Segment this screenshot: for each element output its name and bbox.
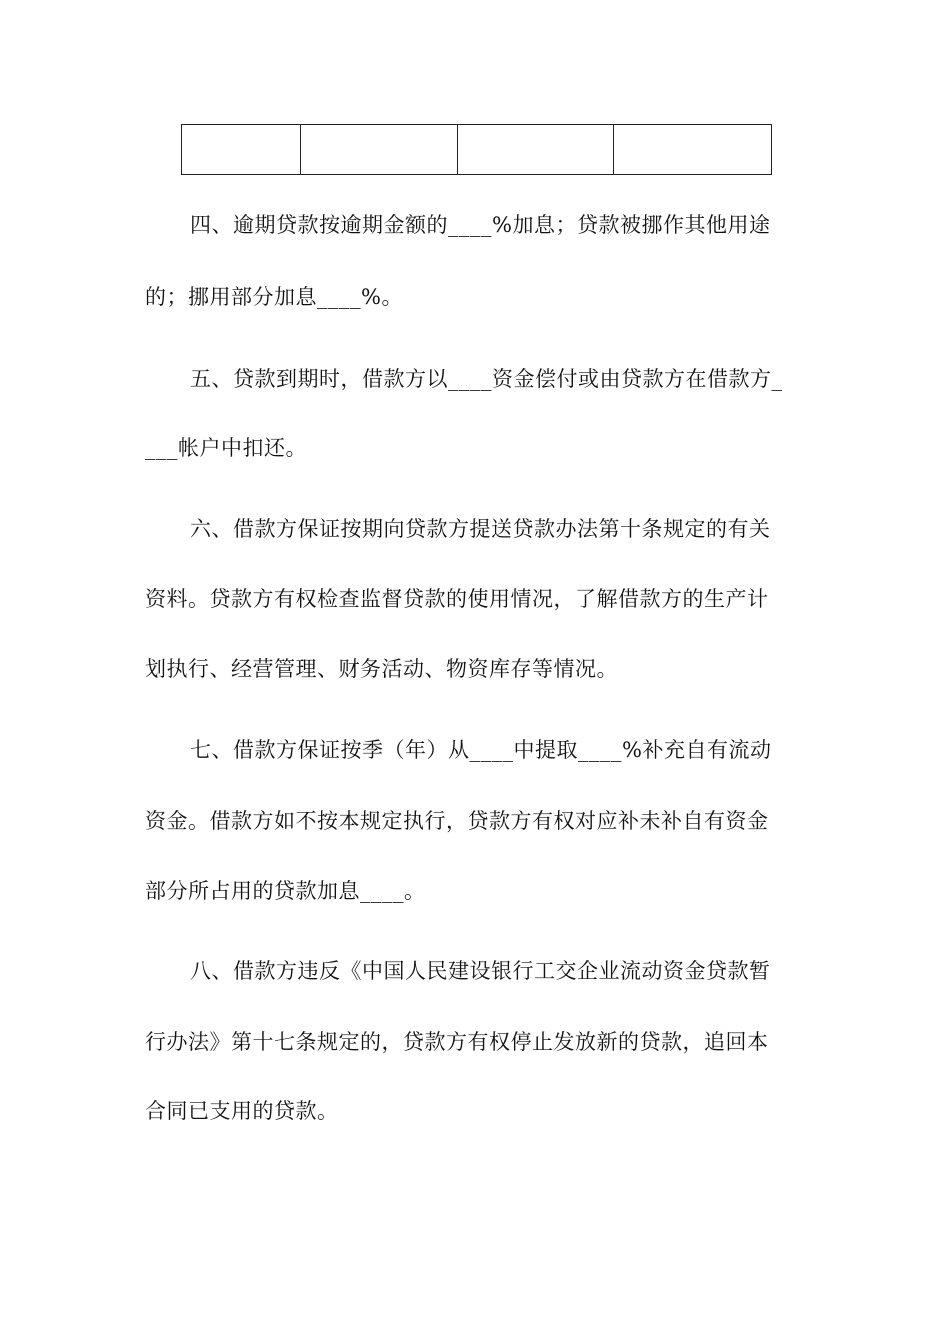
clause-7-line-3: 部分所占用的贷款加息____。 (145, 879, 426, 903)
clause-5-line-1: 五、贷款到期时，借款方以____资金偿付或由贷款方在借款方_ (190, 367, 783, 391)
clause-6-line-1: 六、借款方保证按期向贷款方提送贷款办法第十条规定的有关 (190, 517, 771, 541)
table-cell (301, 125, 458, 175)
clause-7-line-2: 资金。借款方如不按本规定执行，贷款方有权对应补未补自有资金 (145, 809, 769, 833)
clause-6-line-2: 资料。贷款方有权检查监督贷款的使用情况，了解借款方的生产计 (145, 587, 769, 611)
clause-8-line-3: 合同已支用的贷款。 (145, 1099, 339, 1123)
clause-6-line-3: 划执行、经营管理、财务活动、物资库存等情况。 (145, 657, 618, 681)
table-cell (458, 125, 614, 175)
clause-8-line-1: 八、借款方违反《中国人民建设银行工交企业流动资金贷款暂 (190, 959, 771, 983)
empty-table-row (181, 124, 772, 175)
clause-4-line-2: 的；挪用部分加息____%。 (145, 285, 403, 309)
clause-7-line-1: 七、借款方保证按季（年）从____中提取____%补充自有流动 (190, 738, 772, 762)
clause-4-line-1: 四、逾期贷款按逾期金额的____%加息；贷款被挪作其他用途 (190, 213, 771, 237)
table-cell (182, 125, 301, 175)
table-row (182, 125, 772, 175)
clause-8-line-2: 行办法》第十七条规定的，贷款方有权停止发放新的贷款，追回本 (145, 1030, 769, 1054)
clause-5-line-2: ___帐户中扣还。 (145, 436, 307, 460)
table-cell (614, 125, 772, 175)
